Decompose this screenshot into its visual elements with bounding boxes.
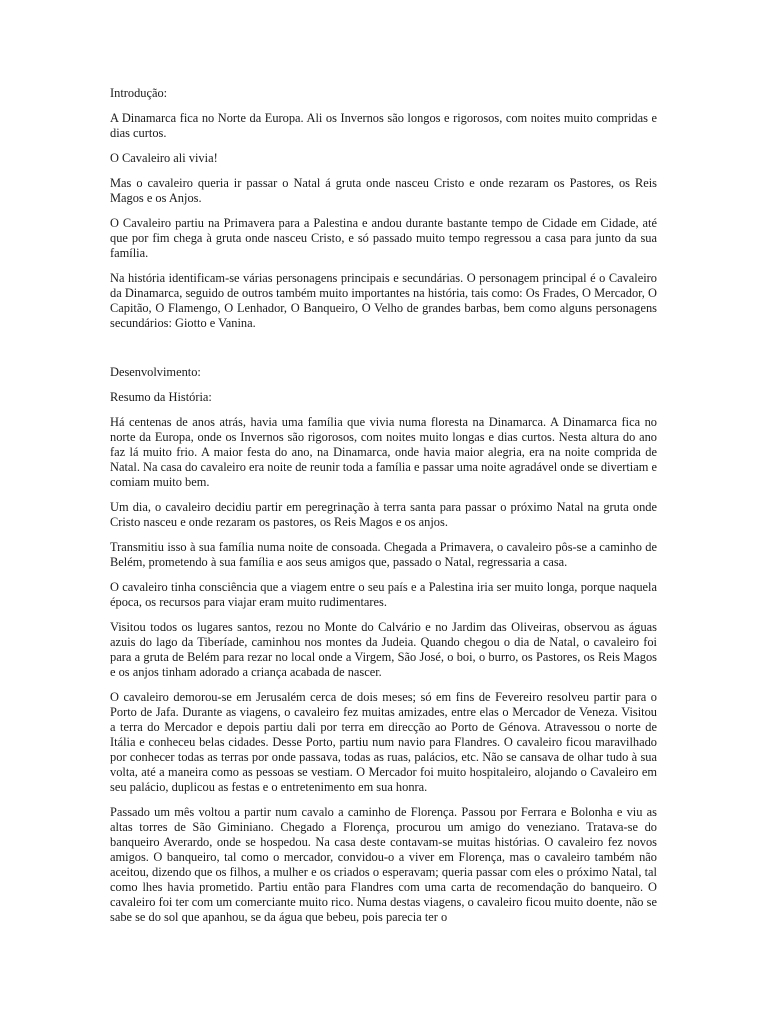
summary-paragraph: Transmitiu isso à sua família numa noite de consoada. Chegada a Primavera, o cavaleiro pôs-se a caminho de Belém, prometendo à sua família e aos seus amigos que, passado o Natal, regressaria a casa. xyxy=(110,540,657,569)
development-heading: Desenvolvimento: xyxy=(110,365,201,379)
intro-paragraph: Na história identificam-se várias personagens principais e secundárias. O personagem principal é o Cavaleiro da Dinamarca, seguido de outros também muito importantes na história, tais como: Os Frades, O Mercador, O Capitão, O Flamengo, O Lenhador, O Banqueiro, O Velho de grandes barbas, bem como alguns personagens secundários: Giotto e Vanina. xyxy=(110,271,657,330)
intro-heading: Introdução: xyxy=(110,86,168,100)
summary-paragraph: O cavaleiro tinha consciência que a viagem entre o seu país e a Palestina iria ser muito longa, porque naquela época, os recursos para viajar eram muito rudimentares. xyxy=(110,580,657,609)
summary-heading: Resumo da História: xyxy=(110,390,212,404)
summary-paragraph: Passado um mês voltou a partir num cavalo a caminho de Florença. Passou por Ferrara e Bolonha e viu as altas torres de São Giminiano. Chegado a Florença, procurou um amigo do veneziano. Tratava-se do banqueiro Averardo, onde se hospedou. Na casa deste contavam-se muitas histórias. O cavaleiro fez novos amigos. O banqueiro, tal como o mercador, convidou-o a viver em Florença, mas o cavaleiro também não aceitou, dizendo que os filhos, a mulher e os criados o esperavam; queria passar com eles o próximo Natal, tal como lhes havia prometido. Partiu então para Flandres com uma carta de recomendação do banqueiro. O cavaleiro foi ter com um comerciante muito rico. Numa destas viagens, o cavaleiro ficou muito doente, não se sabe se do sol que apanhou, se da água que bebeu, pois parecia ter o xyxy=(110,805,657,924)
summary-paragraph: O cavaleiro demorou-se em Jerusalém cerca de dois meses; só em fins de Fevereiro resolveu partir para o Porto de Jafa. Durante as viagens, o cavaleiro fez muitas amizades, entre elas o Mercador de Veneza. Visitou a terra do Mercador e depois partiu dali por terra em direcção ao Porto de Génova. Atravessou o norte de Itália e conheceu belas cidades. Desse Porto, partiu num navio para Flandres. O cavaleiro ficou maravilhado por conhecer todas as terras por onde passava, todas as ruas, palácios, etc. Não se cansava de olhar tudo à sua volta, até a maneira como as pessoas se vestiam. O Mercador foi muito hospitaleiro, alojando o Cavaleiro em seu palácio, duplicou as festas e o entretenimento em sua honra. xyxy=(110,690,657,794)
summary-paragraph: Um dia, o cavaleiro decidiu partir em peregrinação à terra santa para passar o próximo Natal na gruta onde Cristo nasceu e onde rezaram os pastores, os Reis Magos e os anjos. xyxy=(110,500,657,529)
intro-paragraph: Mas o cavaleiro queria ir passar o Natal á gruta onde nasceu Cristo e onde rezaram os Pastores, os Reis Magos e os Anjos. xyxy=(110,176,657,205)
intro-paragraph: A Dinamarca fica no Norte da Europa. Ali os Invernos são longos e rigorosos, com noites muito compridas e dias curtos. xyxy=(110,111,657,140)
section-spacer xyxy=(110,341,657,365)
summary-paragraph: Há centenas de anos atrás, havia uma família que vivia numa floresta na Dinamarca. A Dinamarca fica no norte da Europa, onde os Invernos são rigorosos, com noites muito longas e dias curtos. Nesta altura do ano faz lá muito frio. A maior festa do ano, na Dinamarca, onde havia maior alegria, era na noite comprida de Natal. Na casa do cavaleiro era noite de reunir toda a família e passar uma noite agradável onde se divertiam e comiam muito bem. xyxy=(110,415,657,489)
summary-paragraph: Visitou todos os lugares santos, rezou no Monte do Calvário e no Jardim das Oliveiras, observou as águas azuis do lago da Tiberíade, caminhou nos montes da Judeia. Quando chegou o dia de Natal, o cavaleiro foi para a gruta de Belém para rezar no local onde a Virgem, São José, o boi, o burro, os Pastores, os Reis Magos e os anjos tinham adorado a criança acabada de nascer. xyxy=(110,620,657,679)
document-page xyxy=(110,86,657,935)
intro-paragraph: O Cavaleiro partiu na Primavera para a Palestina e andou durante bastante tempo de Cidade em Cidade, até que por fim chega à gruta onde nasceu Cristo, e só passado muito tempo regressou a casa para junto da sua família. xyxy=(110,216,657,260)
intro-paragraph: O Cavaleiro ali vivia! xyxy=(110,151,218,165)
